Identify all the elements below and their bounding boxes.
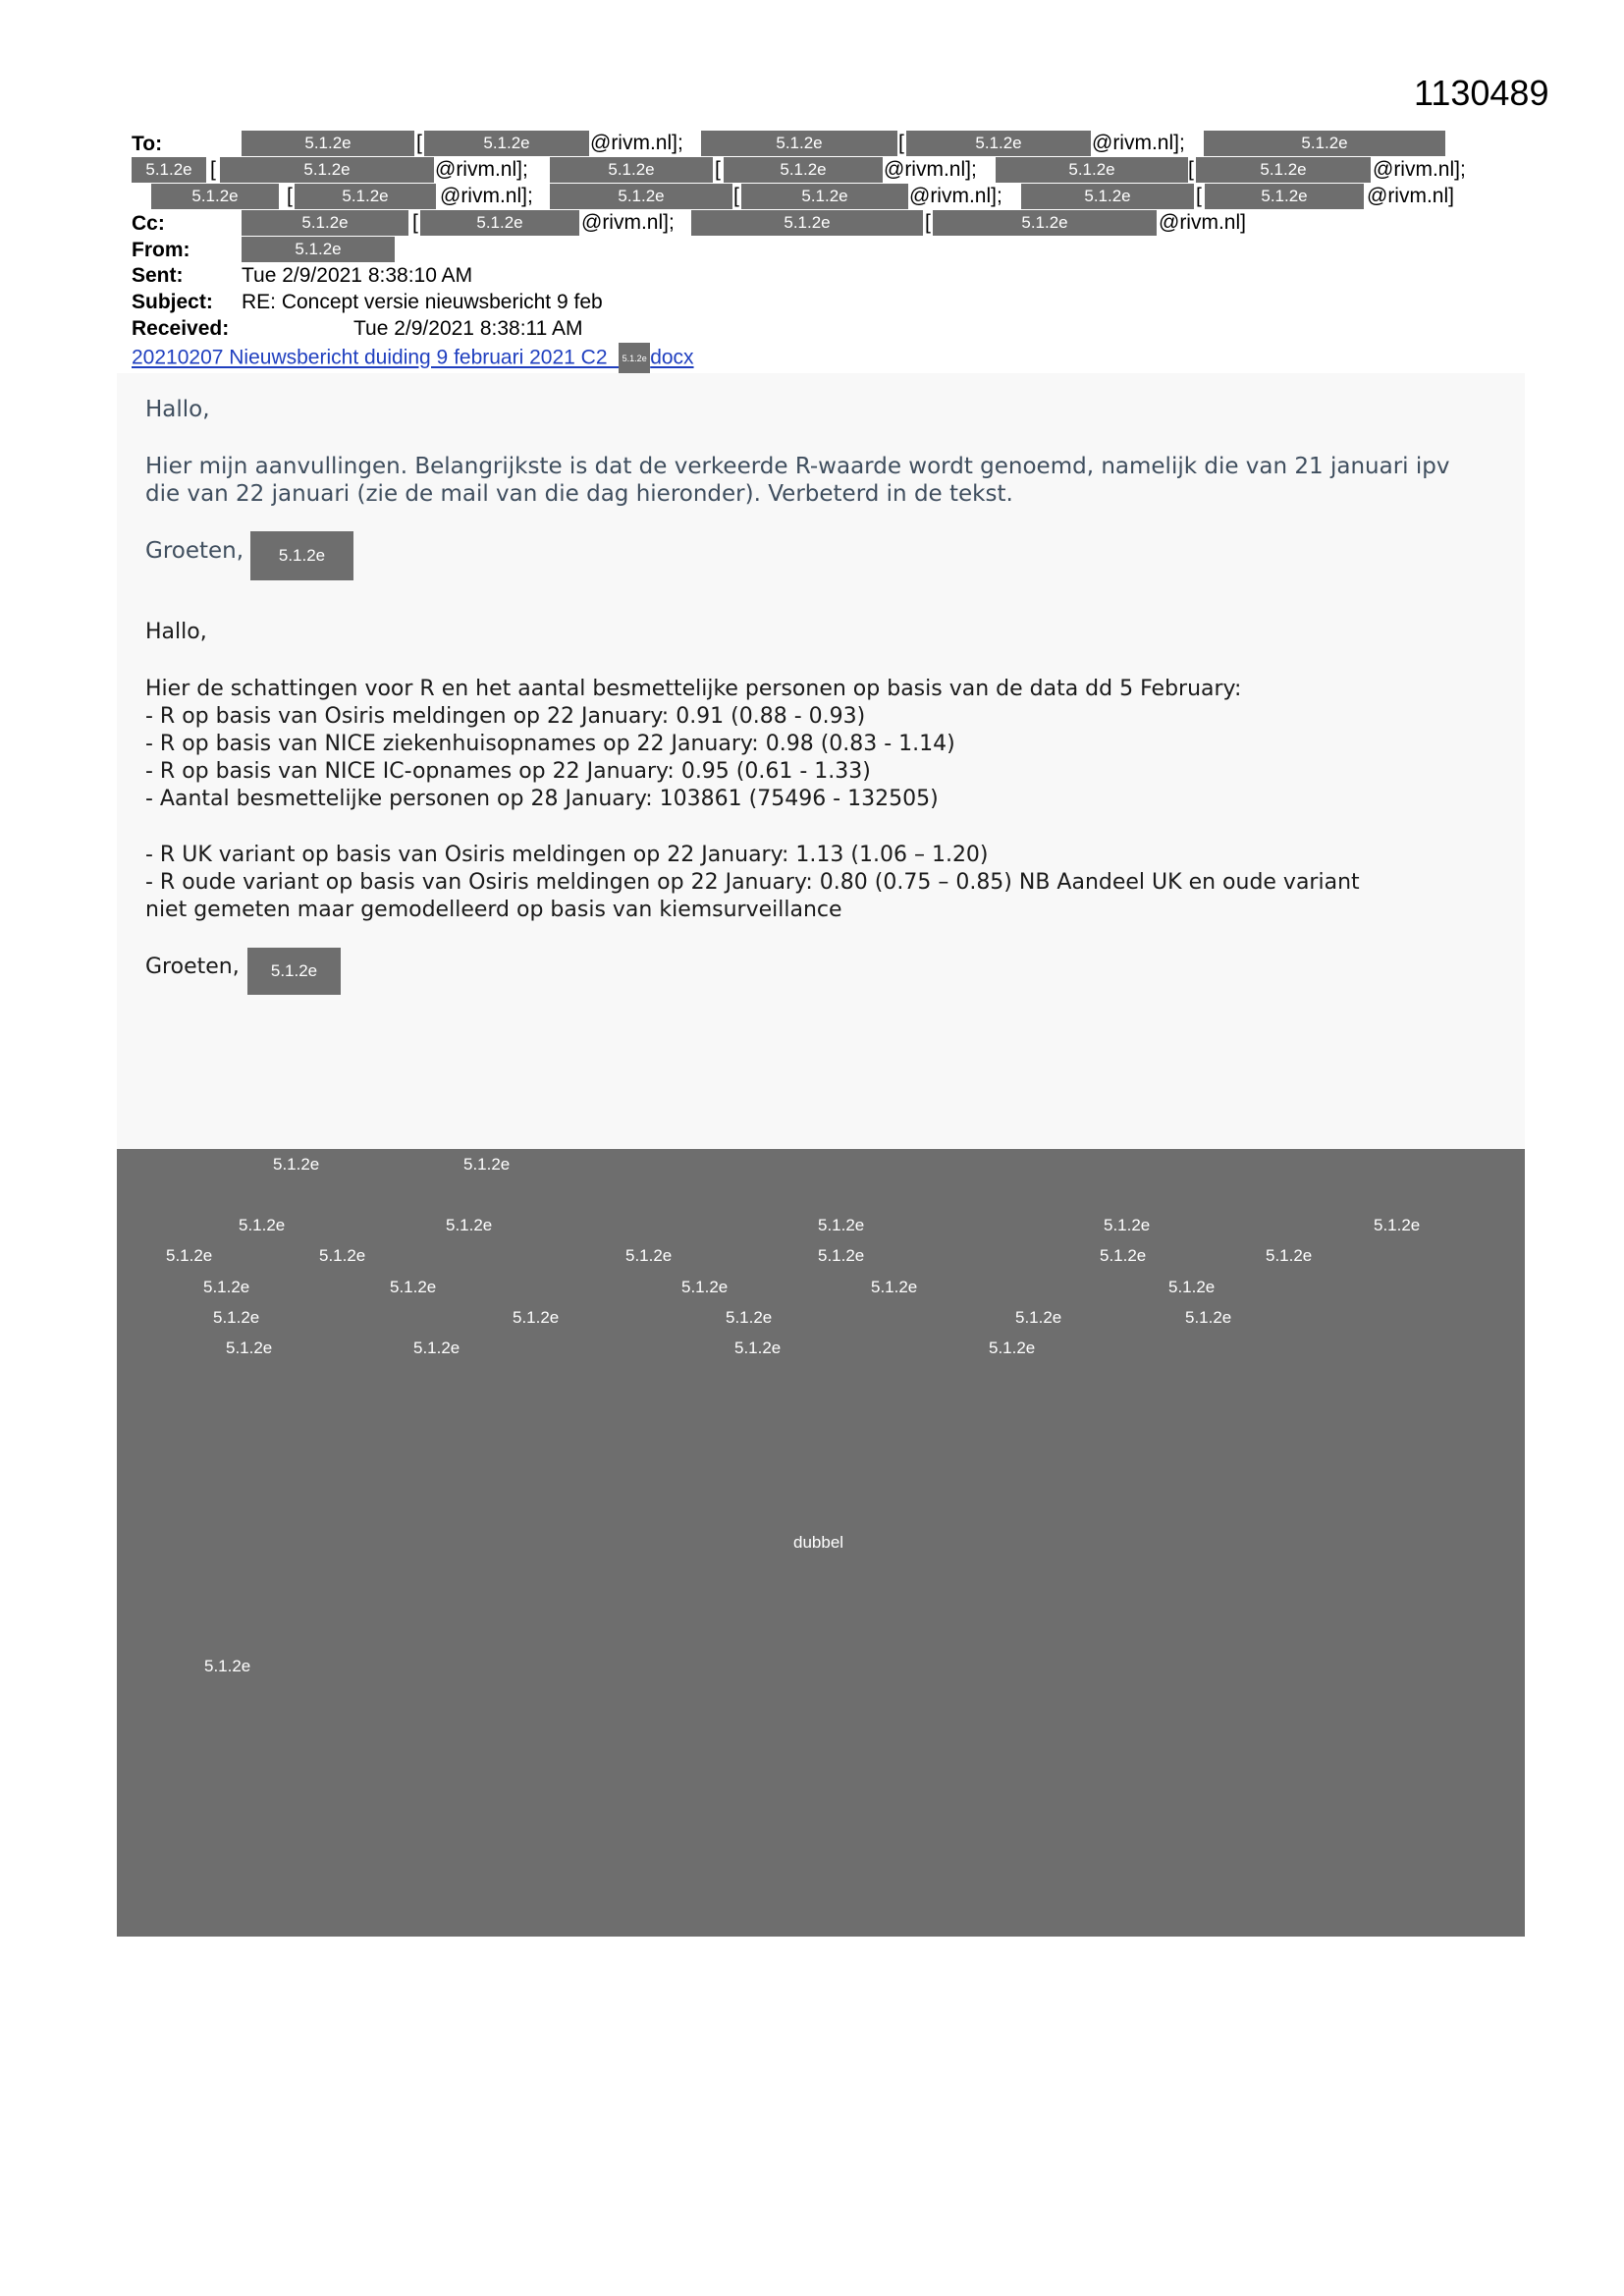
redaction: 5.1.2e — [420, 210, 579, 236]
email-domain: @rivm.nl]; — [1092, 132, 1185, 154]
redaction-code: 5.1.2e — [446, 1216, 493, 1234]
redaction-code: 5.1.2e — [1100, 1246, 1147, 1265]
redaction-code: 5.1.2e — [1266, 1246, 1313, 1265]
redaction: 5.1.2e — [295, 184, 436, 209]
reply-signature-redaction: 5.1.2e — [250, 531, 353, 580]
estimate-item: - R op basis van NICE ziekenhuisopnames op 22 January: 0.98 (0.83 - 1.14) — [145, 732, 955, 756]
subject-value: RE: Concept versie nieuwsbericht 9 feb — [242, 291, 603, 313]
bracket: [ — [287, 185, 293, 207]
email-domain: @rivm.nl]; — [1373, 158, 1466, 181]
redaction: 5.1.2e — [132, 157, 206, 183]
original-greeting: Hallo, — [145, 620, 207, 644]
bracket: [ — [210, 158, 216, 181]
redaction: 5.1.2e — [1196, 157, 1371, 183]
reply-greeting: Hallo, — [145, 397, 210, 422]
email-domain: @rivm.nl]; — [435, 158, 528, 181]
bracket: [ — [1196, 185, 1202, 207]
estimate-item: - R op basis van NICE IC-opnames op 22 January: 0.95 (0.61 - 1.33) — [145, 759, 871, 784]
redaction: 5.1.2e — [933, 210, 1157, 236]
original-signoff: Groeten, — [145, 955, 240, 979]
redaction-code: 5.1.2e — [1374, 1216, 1421, 1234]
from-redaction: 5.1.2e — [242, 237, 395, 262]
email-domain: @rivm.nl] — [1367, 185, 1454, 207]
bracket: [ — [412, 211, 418, 234]
redaction-code: 5.1.2e — [1185, 1308, 1232, 1327]
email-domain: @rivm.nl]; — [909, 185, 1002, 207]
redaction-code: 5.1.2e — [513, 1308, 560, 1327]
original-signature-redaction: 5.1.2e — [247, 948, 341, 995]
from-label: From: — [132, 239, 190, 261]
original-intro: Hier de schattingen voor R en het aantal besmettelijke personen op basis van de data dd 5 February: — [145, 677, 1242, 701]
attachment-redaction: 5.1.2e — [619, 343, 650, 374]
redaction-code: 5.1.2e — [273, 1155, 320, 1174]
received-label: Received: — [132, 317, 230, 340]
redaction-code: 5.1.2e — [463, 1155, 511, 1174]
redaction-code: 5.1.2e — [734, 1339, 782, 1357]
sent-value: Tue 2/9/2021 8:38:10 AM — [242, 264, 473, 287]
redaction-code: 5.1.2e — [390, 1278, 437, 1296]
bracket: [ — [1188, 158, 1194, 181]
redaction: 5.1.2e — [1204, 131, 1445, 156]
redaction-code: 5.1.2e — [213, 1308, 260, 1327]
redaction-code: 5.1.2e — [818, 1216, 865, 1234]
email-domain: @rivm.nl]; — [440, 185, 533, 207]
redaction-code: 5.1.2e — [319, 1246, 366, 1265]
reply-line: Hier mijn aanvullingen. Belangrijkste is dat de verkeerde R-waarde wordt genoemd, namelijk die van 21 januari ipv — [145, 454, 1450, 479]
reply-signoff: Groeten, — [145, 538, 244, 564]
variant-item: niet gemeten maar gemodelleerd op basis van kiemsurveillance — [145, 898, 842, 922]
redaction-code: 5.1.2e — [413, 1339, 460, 1357]
redaction-code: 5.1.2e — [625, 1246, 673, 1265]
email-domain: @rivm.nl]; — [884, 158, 977, 181]
redaction: 5.1.2e — [550, 184, 732, 209]
redaction-code: 5.1.2e — [1015, 1308, 1062, 1327]
bracket: [ — [416, 132, 422, 154]
redaction: 5.1.2e — [906, 131, 1091, 156]
attachment-link[interactable] — [132, 343, 694, 374]
redaction: 5.1.2e — [242, 210, 408, 236]
duplicate-label: dubbel — [793, 1533, 844, 1552]
redaction: 5.1.2e — [220, 157, 434, 183]
redaction-code: 5.1.2e — [1104, 1216, 1151, 1234]
redaction-code: 5.1.2e — [239, 1216, 286, 1234]
redaction: 5.1.2e — [724, 157, 883, 183]
subject-label: Subject: — [132, 291, 213, 313]
redaction-code: 5.1.2e — [1168, 1278, 1216, 1296]
redaction-code: 5.1.2e — [818, 1246, 865, 1265]
redaction-code: 5.1.2e — [203, 1278, 250, 1296]
redaction: 5.1.2e — [741, 184, 908, 209]
variant-item: - R oude variant op basis van Osiris meldingen op 22 January: 0.80 (0.75 – 0.85) NB Aandeel UK en oude variant — [145, 870, 1360, 895]
reply-line: die van 22 januari (zie de mail van die dag hieronder). Verbeterd in de tekst. — [145, 481, 1013, 507]
redaction: 5.1.2e — [424, 131, 589, 156]
redaction: 5.1.2e — [550, 157, 713, 183]
email-domain: @rivm.nl]; — [581, 211, 675, 234]
redaction: 5.1.2e — [242, 131, 414, 156]
redaction: 5.1.2e — [691, 210, 923, 236]
bracket: [ — [733, 185, 739, 207]
redaction-code: 5.1.2e — [226, 1339, 273, 1357]
redaction-code: 5.1.2e — [989, 1339, 1036, 1357]
redacted-block — [117, 1149, 1525, 1937]
redaction-code: 5.1.2e — [871, 1278, 918, 1296]
redaction-code: 5.1.2e — [166, 1246, 213, 1265]
redaction: 5.1.2e — [1205, 184, 1364, 209]
received-value: Tue 2/9/2021 8:38:11 AM — [353, 317, 583, 340]
cc-label: Cc: — [132, 212, 165, 235]
email-domain: @rivm.nl]; — [590, 132, 683, 154]
email-domain: @rivm.nl] — [1159, 211, 1246, 234]
redaction: 5.1.2e — [1021, 184, 1194, 209]
redaction: 5.1.2e — [151, 184, 279, 209]
redaction: 5.1.2e — [996, 157, 1188, 183]
document-number: 1130489 — [1414, 73, 1549, 113]
to-label: To: — [132, 133, 163, 155]
redaction: 5.1.2e — [701, 131, 897, 156]
estimate-item: - R op basis van Osiris meldingen op 22 January: 0.91 (0.88 - 0.93) — [145, 704, 866, 729]
attachment-name: 20210207 Nieuwsbericht duiding 9 februari 2021 C2_ — [132, 346, 620, 369]
redaction-code: 5.1.2e — [681, 1278, 729, 1296]
sent-label: Sent: — [132, 264, 184, 287]
bracket: [ — [898, 132, 904, 154]
bracket: [ — [925, 211, 931, 234]
bracket: [ — [715, 158, 721, 181]
estimate-item: - Aantal besmettelijke personen op 28 January: 103861 (75496 - 132505) — [145, 787, 939, 811]
variant-item: - R UK variant op basis van Osiris meldingen op 22 January: 1.13 (1.06 – 1.20) — [145, 843, 989, 867]
redaction-code: 5.1.2e — [204, 1657, 251, 1675]
message-body — [117, 373, 1525, 1149]
attachment-extension: docx — [650, 346, 694, 369]
redaction-code: 5.1.2e — [726, 1308, 773, 1327]
